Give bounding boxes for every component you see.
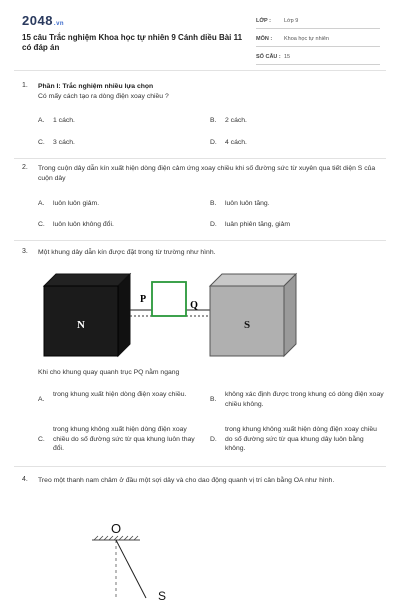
option-letter: A.	[38, 396, 45, 403]
question-3	[22, 248, 382, 464]
option-letter: C.	[38, 139, 45, 146]
question-number: 1.	[22, 82, 28, 89]
option-text: 4 cách.	[225, 139, 247, 146]
meta-row-count	[256, 51, 380, 65]
option-letter: D.	[210, 221, 217, 228]
meta-label: LỚP :	[256, 18, 271, 24]
n-magnet-top	[44, 274, 130, 286]
s-magnet-side	[284, 274, 296, 356]
option-text: 2 cách.	[225, 117, 247, 124]
question-text: Treo một thanh nam châm ở đầu một sợi dây và cho dao động quanh vị trí cân bằng OA như hình.	[38, 477, 335, 484]
question-2	[22, 164, 382, 238]
meta-row-grade	[256, 15, 380, 29]
logo-suffix: .vn	[53, 21, 65, 27]
question-1	[22, 82, 382, 158]
logo-text: 2048	[22, 13, 53, 28]
string	[116, 540, 146, 598]
s-magnet-top	[210, 274, 296, 286]
question-number: 4.	[22, 476, 28, 483]
question-4	[22, 476, 382, 600]
option-text: trong khung xuất hiện dòng điện xoay chiều.	[53, 391, 187, 398]
option-letter: D.	[210, 436, 217, 443]
p-label: P	[139, 294, 147, 305]
option-text: trong khung không xuất hiện dòng điện xoay chiều do số đường sức từ qua khung dây luôn bằng không.	[225, 426, 377, 452]
meta-row-subject	[256, 33, 380, 47]
question-text	[38, 82, 382, 102]
option-letter: D.	[210, 139, 217, 146]
divider	[14, 240, 386, 241]
n-label: N	[77, 319, 85, 331]
n-magnet-side	[118, 274, 130, 356]
question-text: Trong cuộn dây dẫn kín xuất hiện dòng điện cảm ứng xoay chiều khi số đường sức từ xuyên qua tiết diện S của cuộn dây	[38, 165, 376, 182]
q-label: Q	[190, 300, 198, 311]
divider	[14, 158, 386, 159]
option-text: 3 cách.	[53, 139, 75, 146]
meta-label: MÔN :	[256, 36, 273, 42]
wire-frame	[152, 282, 186, 316]
option-letter: C.	[38, 221, 45, 228]
meta-value: 15	[284, 54, 291, 60]
option-text: không xác định được trong khung có dòng điện xoay chiều không.	[225, 391, 384, 408]
option-letter: C.	[38, 436, 45, 443]
option-letter: B.	[210, 117, 217, 124]
option-text: luôn luôn không đổi.	[53, 221, 114, 228]
question-text: Một khung dây dẫn kín được đặt trong từ trường như hình.	[38, 249, 216, 256]
option-text: luôn luôn tăng.	[225, 200, 270, 207]
meta-table	[256, 15, 380, 69]
section-title: Phần I: Trắc nghiệm nhiều lựa chọn	[38, 83, 154, 90]
option-letter: A.	[38, 200, 45, 207]
option-letter: A.	[38, 117, 45, 124]
question-stem: Có mấy cách tạo ra dòng điện xoay chiều ?	[38, 93, 169, 100]
divider	[14, 70, 386, 71]
magnet-frame-figure	[42, 268, 302, 360]
page-header	[0, 0, 400, 64]
question-number: 3.	[22, 248, 28, 255]
meta-value: Lớp 9	[284, 18, 299, 24]
s-label: S	[243, 319, 251, 331]
document-title: 15 câu Trắc nghiệm Khoa học tự nhiên 9 Cánh diều Bài 11 có đáp án	[22, 33, 243, 52]
option-text: luân phiên tăng, giảm	[225, 221, 290, 228]
meta-value: Khoa học tự nhiên	[284, 36, 329, 42]
site-logo[interactable]	[22, 13, 64, 28]
ceiling-hatch	[94, 536, 138, 540]
option-text: luôn luôn giảm.	[53, 200, 100, 207]
o-label: O	[110, 521, 122, 536]
question-number: 2.	[22, 164, 28, 171]
figure-caption: Khi cho khung quay quanh trục PQ nằm ngang	[38, 369, 180, 376]
s-label: S	[157, 589, 167, 600]
pendulum-figure	[82, 518, 202, 600]
wire-frame-outline	[152, 282, 186, 316]
option-text: 1 cách.	[53, 117, 75, 124]
option-letter: B.	[210, 200, 217, 207]
option-letter: B.	[210, 396, 217, 403]
option-text: trong khung không xuất hiện dòng điện xoay chiều do số đường sức từ qua khung luôn thay đổi.	[53, 426, 195, 452]
meta-label: SỐ CÂU :	[256, 54, 281, 60]
divider	[14, 466, 386, 467]
